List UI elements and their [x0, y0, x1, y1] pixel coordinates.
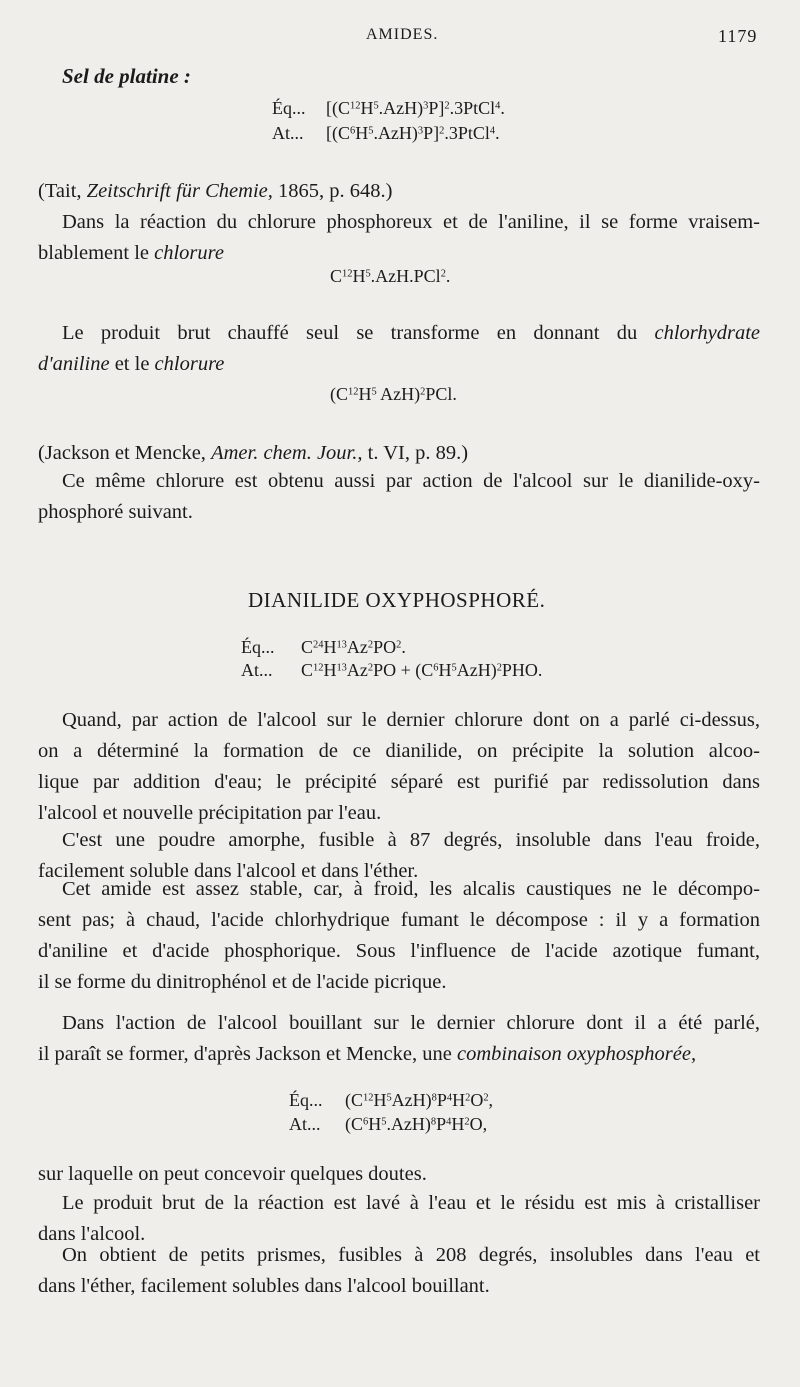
paragraph-poudre: C'est une poudre amorphe, fusible à 87 degrés, insoluble dans l'eau froide, facilement soluble dans l'alcool et dans l'éther. [38, 829, 760, 882]
running-title: AMIDES. [366, 26, 439, 43]
oxyphosphore-formula-eq: Éq... $(C^{12}H^5AzH)^8P^4H^2O^2$, [289, 1090, 494, 1110]
paragraph-doutes: sur laquelle on peut concevoir quelques doutes. [38, 1163, 427, 1185]
reference-tait: (Tait, Zeitschrift für Chemie, 1865, p. 648.) [38, 180, 393, 202]
paragraph-alcool-bouillant: Dans l'action de l'alcool bouillant sur le dernier chlorure dont il a été parlé, il paraît se former, d'après Jackson et Mencke, une combinaison oxyphosphorée, [38, 1012, 760, 1065]
paragraph-lave: Le produit brut de la réaction est lavé à l'eau et le résidu est mis à cristalliser dans l'alcool. [38, 1192, 760, 1245]
paragraph-produit-brut: Le produit brut chauffé seul se transforme en donnant du chlorhydrate d'aniline et le chlorure [38, 322, 761, 375]
paragraph-prismes: On obtient de petits prismes, fusibles à 208 degrés, insolubles dans l'eau et dans l'éther, facilement solubles dans l'alcool bouillant. [38, 1244, 760, 1297]
paragraph-stable: Cet amide est assez stable, car, à froid, les alcalis caustiques ne le décompo- sent pas; à chaud, l'acide chlorhydrique fumant le décompose : il y a formation d'aniline et d'acide phosphorique. Sous l'influence de l'acide azotique fumant, il se forme du dinitrophénol et de l'acide picrique. [38, 878, 760, 993]
formula-chlorure-2: ($C^{12}H^5$ AzH)$^2$PCl. [330, 384, 457, 404]
paragraph-quand: Quand, par action de l'alcool sur le dernier chlorure dont on a parlé ci-dessus, on a déterminé la formation de ce dianilide, on précipite la solution alcoo- lique par addition d'eau; le précipité séparé est purifié par redissolution dans l'alcool et nouvelle précipitation par l'eau. [38, 709, 760, 824]
oxyphosphore-formula-at: At... $(C^6H^5.AzH)^8P^4H^2O$, [289, 1114, 488, 1134]
dianilide-formula-at: At... $C^{12}H^{13}Az^2PO + (C^6H^5AzH)^2PHO$. [241, 660, 543, 680]
reference-jackson: (Jackson et Mencke, Amer. chem. Jour., t. VI, p. 89.) [38, 442, 469, 464]
dianilide-formula-eq: Éq... $C^{24}H^{13}Az^2PO^2$. [241, 637, 406, 657]
paragraph-meme-chlorure: Ce même chlorure est obtenu aussi par action de l'alcool sur le dianilide-oxy- phosphoré suivant. [38, 470, 760, 523]
section-title: DIANILIDE OXYPHOSPHORÉ. [248, 588, 546, 612]
platinum-formula-at: At... $[(C^6H^5.AzH)^3P]^2.3PtCl^4$. [272, 123, 500, 143]
platinum-formula-eq: Éq... $[(C^{12}H^5.AzH)^3P]^2.3PtCl^4$. [272, 98, 505, 118]
page-number: 1179 [718, 26, 758, 46]
paragraph-chlorure-phosphoreux: Dans la réaction du chlorure phosphoreux et de l'aniline, il se forme vraisem- blablement le chlorure [38, 211, 760, 264]
salt-heading: Sel de platine : [62, 64, 191, 88]
formula-chlorure: $C^{12}H^5.AzH.PCl^2$. [330, 266, 451, 286]
